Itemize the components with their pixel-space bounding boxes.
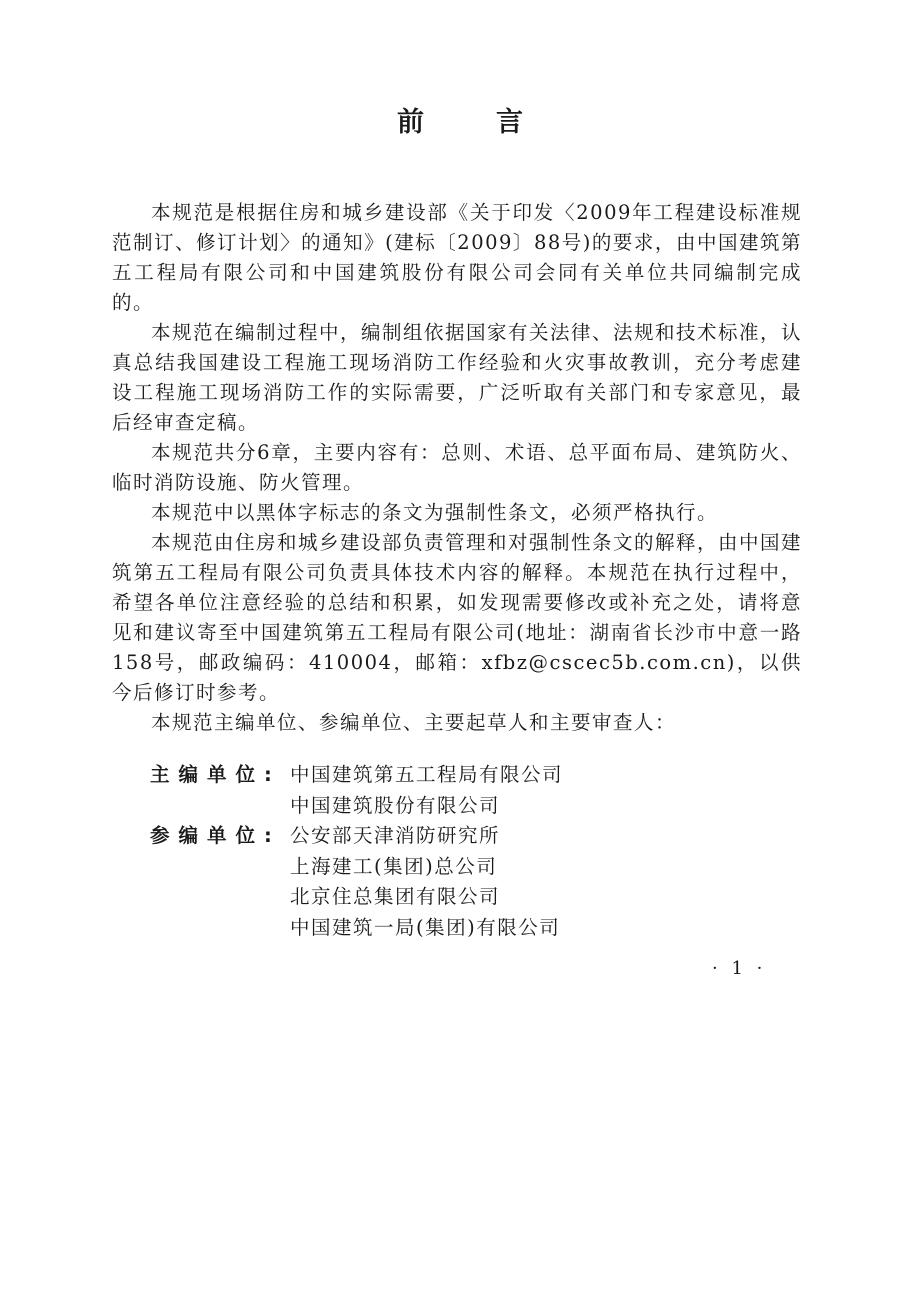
page-number: · 1 · bbox=[712, 958, 767, 979]
paragraph-5: 本规范由住房和城乡建设部负责管理和对强制性条文的解释，由中国建筑第五工程局有限公司负责具体技术内容的解释。本规范在执行过程中，希望各单位注意经验的总结和积累，如发现需要修改或补充之处，请将意见和建议寄至中国建筑第五工程局有限公司(地址：湖南省长沙市中意一路158号，邮政编码：410004，邮箱：xfbz@cscec5b.com.cn)，以供今后修订时参考。 bbox=[112, 531, 803, 704]
participating-unit: 中国建筑一局(集团)有限公司 bbox=[290, 915, 561, 939]
chief-unit: 中国建筑股份有限公司 bbox=[290, 793, 501, 817]
participating-unit-row bbox=[150, 913, 563, 944]
chief-unit: 中国建筑第五工程局有限公司 bbox=[290, 763, 564, 786]
chief-unit-row bbox=[150, 791, 563, 822]
page-title: 前言 bbox=[397, 107, 595, 138]
participating-unit-row bbox=[150, 882, 563, 913]
participating-unit: 公安部天津消防研究所 bbox=[290, 824, 501, 847]
paragraph-2: 本规范在编制过程中，编制组依据国家有关法律、法规和技术标准，认真总结我国建设工程施工现场消防工作经验和火灾事故教训，充分考虑建设工程施工现场消防工作的实际需要，广泛听取有关部门和专家意见，最后经审查定稿。 bbox=[112, 321, 803, 434]
units-list bbox=[150, 760, 563, 943]
participating-units-label: 参编单位: bbox=[150, 824, 281, 847]
participating-unit-row bbox=[150, 821, 563, 852]
chief-unit-row bbox=[150, 760, 563, 791]
paragraph-1: 本规范是根据住房和城乡建设部《关于印发〈2009年工程建设标准规范制订、修订计划〉的通知》(建标〔2009〕88号)的要求，由中国建筑第五工程局有限公司和中国建筑股份有限公司会同有关单位共同编制完成的。 bbox=[112, 201, 802, 314]
chief-units-label: 主编单位: bbox=[150, 763, 281, 786]
paragraph-4: 本规范中以黑体字标志的条文为强制性条文，必须严格执行。 bbox=[151, 501, 719, 524]
document-body bbox=[112, 198, 802, 738]
participating-unit: 上海建工(集团)总公司 bbox=[290, 854, 498, 878]
participating-unit: 北京住总集团有限公司 bbox=[290, 885, 501, 908]
participating-unit-row bbox=[150, 852, 563, 883]
paragraph-3: 本规范共分6章，主要内容有：总则、术语、总平面布局、建筑防火、临时消防设施、防火管理。 bbox=[112, 441, 802, 494]
paragraph-6: 本规范主编单位、参编单位、主要起草人和主要审查人： bbox=[151, 711, 677, 734]
